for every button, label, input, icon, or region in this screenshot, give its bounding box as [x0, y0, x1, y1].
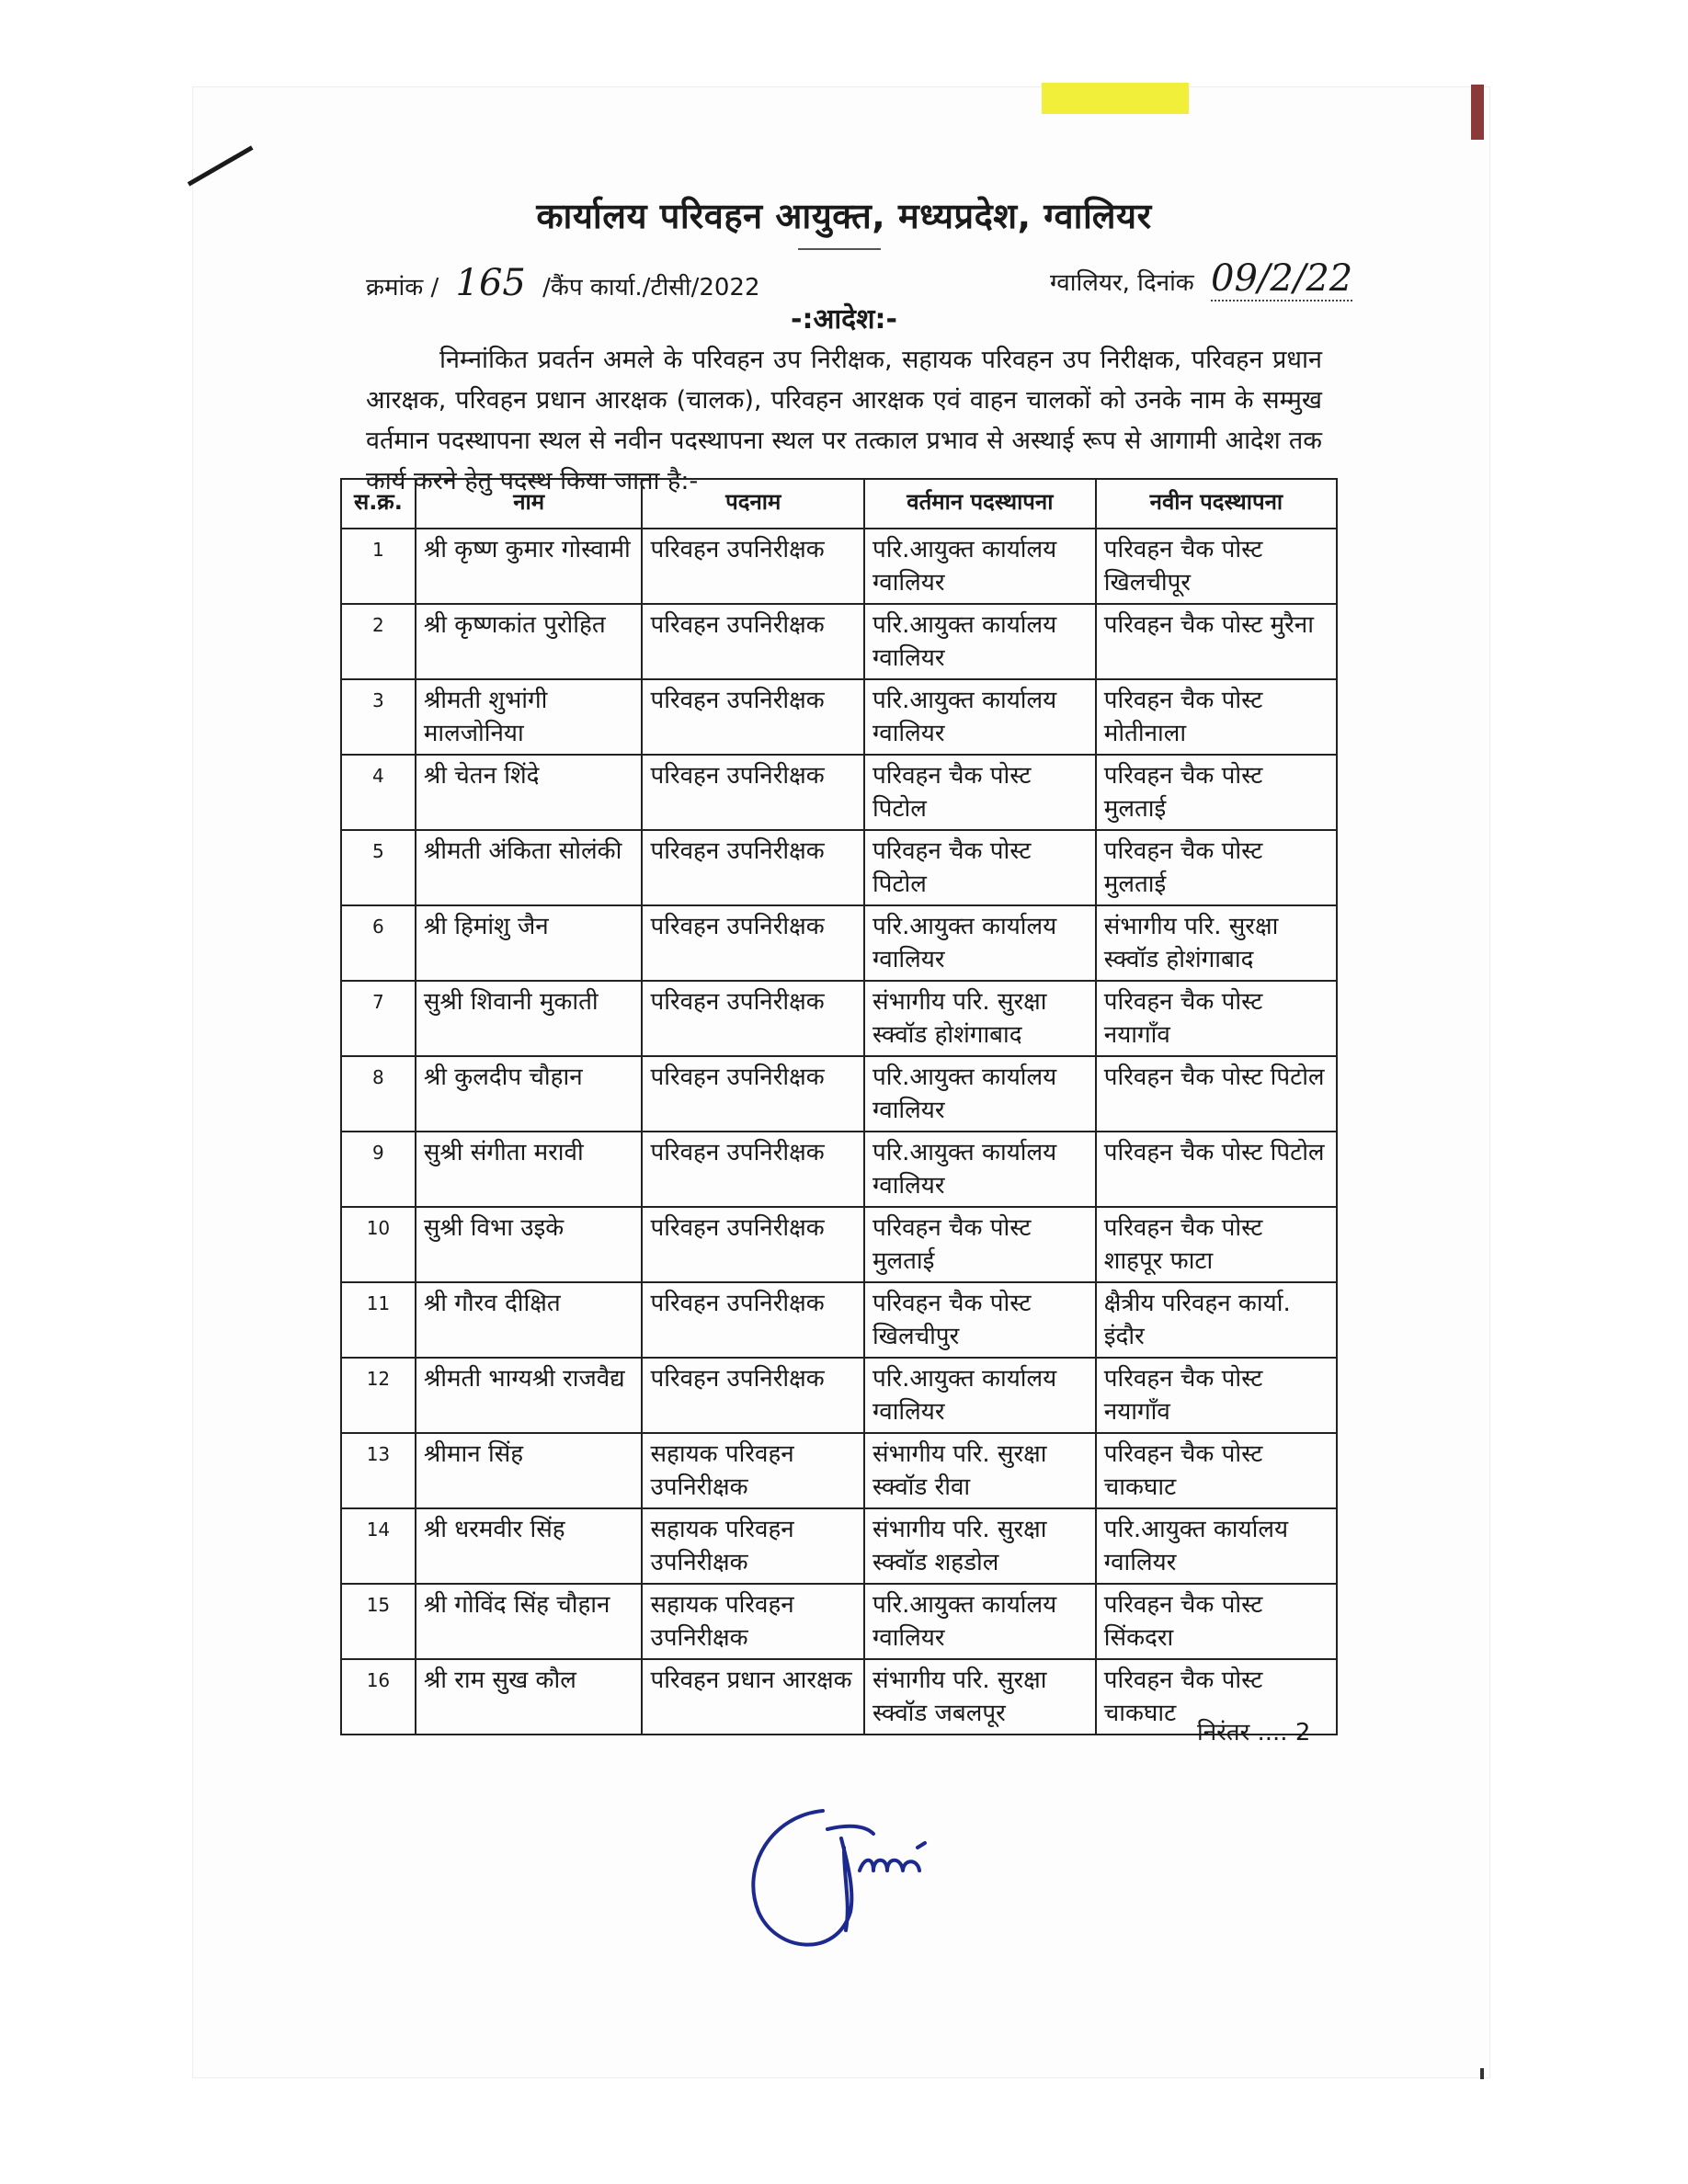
cell-new-posting: परिवहन चैक पोस्ट चाकघाट	[1096, 1433, 1337, 1508]
table-row	[341, 1584, 1337, 1659]
cell-name: श्री धरमवीर सिंह	[416, 1508, 643, 1584]
cell-name: श्री कृष्णकांत पुरोहित	[416, 604, 643, 679]
cell-serial: 2	[341, 604, 416, 679]
cell-name: सुश्री शिवानी मुकाती	[416, 981, 643, 1056]
cell-serial: 9	[341, 1132, 416, 1207]
ref-prefix: क्रमांक /	[366, 274, 439, 301]
cell-designation: परिवहन उपनिरीक्षक	[642, 830, 863, 905]
ref-number: 165	[455, 262, 526, 304]
header-sn: स.क्र.	[341, 479, 416, 529]
cell-serial: 15	[341, 1584, 416, 1659]
cell-designation: परिवहन उपनिरीक्षक	[642, 755, 863, 830]
cell-name: श्रीमती अंकिता सोलंकी	[416, 830, 643, 905]
table-row	[341, 1132, 1337, 1207]
cell-current-posting: परि.आयुक्त कार्यालय ग्वालियर	[864, 529, 1096, 604]
cell-designation: परिवहन उपनिरीक्षक	[642, 1282, 863, 1358]
cell-serial: 8	[341, 1056, 416, 1132]
paper-edge-dot	[1480, 2068, 1484, 2079]
table-row	[341, 1056, 1337, 1132]
cell-serial: 10	[341, 1207, 416, 1282]
table-row	[341, 830, 1337, 905]
ref-suffix: /कैंप कार्या./टीसी/2022	[542, 274, 760, 301]
cell-designation: परिवहन प्रधान आरक्षक	[642, 1659, 863, 1735]
cell-designation: परिवहन उपनिरीक्षक	[642, 981, 863, 1056]
signature-icon	[736, 1792, 947, 1967]
table-row	[341, 755, 1337, 830]
cell-new-posting: परिवहन चैक पोस्ट शाहपूर फाटा	[1096, 1207, 1337, 1282]
cell-name: श्री गोविंद सिंह चौहान	[416, 1584, 643, 1659]
cell-designation: परिवहन उपनिरीक्षक	[642, 679, 863, 755]
table-row	[341, 1282, 1337, 1358]
cell-new-posting: परिवहन चैक पोस्ट मुलताई	[1096, 830, 1337, 905]
cell-current-posting: परि.आयुक्त कार्यालय ग्वालियर	[864, 1358, 1096, 1433]
cell-current-posting: परिवहन चैक पोस्ट पिटोल	[864, 830, 1096, 905]
cell-new-posting: परिवहन चैक पोस्ट पिटोल	[1096, 1056, 1337, 1132]
cell-current-posting: परि.आयुक्त कार्यालय ग्वालियर	[864, 679, 1096, 755]
cell-serial: 1	[341, 529, 416, 604]
header-new-posting: नवीन पदस्थापना	[1096, 479, 1337, 529]
table-body	[341, 529, 1337, 1735]
cell-designation: परिवहन उपनिरीक्षक	[642, 905, 863, 981]
office-title: कार्यालय परिवहन आयुक्त, मध्यप्रदेश, ग्वालियर	[536, 196, 1152, 236]
table-row	[341, 1508, 1337, 1584]
cell-serial: 16	[341, 1659, 416, 1735]
cell-serial: 6	[341, 905, 416, 981]
header-current-posting: वर्तमान पदस्थापना	[864, 479, 1096, 529]
date-label: ग्वालियर, दिनांक	[1050, 269, 1194, 297]
cell-new-posting: संभागीय परि. सुरक्षा स्क्वॉड होशंगाबाद	[1096, 905, 1337, 981]
cell-name: श्री चेतन शिंदे	[416, 755, 643, 830]
cell-current-posting: परि.आयुक्त कार्यालय ग्वालियर	[864, 905, 1096, 981]
cell-serial: 13	[341, 1433, 416, 1508]
cell-current-posting: परि.आयुक्त कार्यालय ग्वालियर	[864, 604, 1096, 679]
cell-serial: 7	[341, 981, 416, 1056]
cell-current-posting: परि.आयुक्त कार्यालय ग्वालियर	[864, 1584, 1096, 1659]
table-header-row	[341, 479, 1337, 529]
cell-name: श्रीमती भाग्यश्री राजवैद्य	[416, 1358, 643, 1433]
cell-current-posting: परिवहन चैक पोस्ट खिलचीपुर	[864, 1282, 1096, 1358]
cell-name: श्री कुलदीप चौहान	[416, 1056, 643, 1132]
cell-new-posting: परिवहन चैक पोस्ट खिलचीपूर	[1096, 529, 1337, 604]
title-underline	[798, 248, 881, 250]
cell-serial: 14	[341, 1508, 416, 1584]
cell-serial: 5	[341, 830, 416, 905]
cell-serial: 11	[341, 1282, 416, 1358]
cell-new-posting: परिवहन चैक पोस्ट चाकघाट	[1096, 1659, 1337, 1735]
table-row	[341, 1207, 1337, 1282]
table-row	[341, 1358, 1337, 1433]
cell-designation: परिवहन उपनिरीक्षक	[642, 1207, 863, 1282]
cell-name: श्री राम सुख कौल	[416, 1659, 643, 1735]
cell-new-posting: परिवहन चैक पोस्ट पिटोल	[1096, 1132, 1337, 1207]
cell-new-posting: परिवहन चैक पोस्ट नयागाँव	[1096, 1358, 1337, 1433]
cell-current-posting: संभागीय परि. सुरक्षा स्क्वॉड रीवा	[864, 1433, 1096, 1508]
table-row	[341, 529, 1337, 604]
intro-paragraph: निम्नांकित प्रवर्तन अमले के परिवहन उप निरीक्षक, सहायक परिवहन उप निरीक्षक, परिवहन प्रधान आरक्षक, परिवहन प्रधान आरक्षक (चालक), परिवहन आरक्षक एवं वाहन चालकों को उनके नाम के सम्मुख वर्तमान पदस्थापना स्थल से नवीन पदस्थापना स्थल पर तत्काल प्रभाव से अस्थाई रूप से आगामी आदेश तक कार्य करने हेतु पदस्थ किया जाता है:-	[366, 346, 1322, 495]
cell-serial: 3	[341, 679, 416, 755]
date-value: 09/2/22	[1211, 257, 1353, 300]
cell-name: श्री कृष्ण कुमार गोस्वामी	[416, 529, 643, 604]
cell-designation: परिवहन उपनिरीक्षक	[642, 1056, 863, 1132]
cell-designation: सहायक परिवहन उपनिरीक्षक	[642, 1433, 863, 1508]
cell-name: सुश्री संगीता मरावी	[416, 1132, 643, 1207]
table-row	[341, 1659, 1337, 1735]
cell-current-posting: परि.आयुक्त कार्यालय ग्वालियर	[864, 1056, 1096, 1132]
cell-designation: परिवहन उपनिरीक्षक	[642, 604, 863, 679]
cell-current-posting: संभागीय परि. सुरक्षा स्क्वॉड होशंगाबाद	[864, 981, 1096, 1056]
table-row	[341, 679, 1337, 755]
table-row	[341, 1433, 1337, 1508]
table-row	[341, 905, 1337, 981]
cell-designation: सहायक परिवहन उपनिरीक्षक	[642, 1584, 863, 1659]
cell-name: श्री गौरव दीक्षित	[416, 1282, 643, 1358]
table-row	[341, 981, 1337, 1056]
cell-current-posting: संभागीय परि. सुरक्षा स्क्वॉड शहडोल	[864, 1508, 1096, 1584]
continued-note: निरंतर .... 2	[1197, 1719, 1311, 1746]
cell-designation: परिवहन उपनिरीक्षक	[642, 1358, 863, 1433]
transfer-table	[340, 478, 1338, 1735]
cell-new-posting: परिवहन चैक पोस्ट मोतीनाला	[1096, 679, 1337, 755]
date-line	[1050, 257, 1352, 300]
cell-current-posting: परिवहन चैक पोस्ट पिटोल	[864, 755, 1096, 830]
paper-edge-mark	[1471, 85, 1484, 140]
cell-designation: सहायक परिवहन उपनिरीक्षक	[642, 1508, 863, 1584]
header-designation: पदनाम	[642, 479, 863, 529]
cell-new-posting: परिवहन चैक पोस्ट नयागाँव	[1096, 981, 1337, 1056]
cell-name: श्रीमान सिंह	[416, 1433, 643, 1508]
cell-serial: 12	[341, 1358, 416, 1433]
header-name: नाम	[416, 479, 643, 529]
cell-new-posting: क्षैत्रीय परिवहन कार्या. इंदौर	[1096, 1282, 1337, 1358]
cell-new-posting: परिवहन चैक पोस्ट सिंकदरा	[1096, 1584, 1337, 1659]
table-row	[341, 604, 1337, 679]
cell-current-posting: परि.आयुक्त कार्यालय ग्वालियर	[864, 1132, 1096, 1207]
cell-name: श्रीमती शुभांगी मालजोनिया	[416, 679, 643, 755]
cell-name: श्री हिमांशु जैन	[416, 905, 643, 981]
cell-current-posting: संभागीय परि. सुरक्षा स्क्वॉड जबलपूर	[864, 1659, 1096, 1735]
cell-serial: 4	[341, 755, 416, 830]
cell-new-posting: परिवहन चैक पोस्ट मुरैना	[1096, 604, 1337, 679]
cell-new-posting: परि.आयुक्त कार्यालय ग्वालियर	[1096, 1508, 1337, 1584]
cell-designation: परिवहन उपनिरीक्षक	[642, 529, 863, 604]
highlighter-mark	[1042, 83, 1189, 114]
cell-new-posting: परिवहन चैक पोस्ट मुलताई	[1096, 755, 1337, 830]
cell-current-posting: परिवहन चैक पोस्ट मुलताई	[864, 1207, 1096, 1282]
cell-name: सुश्री विभा उइके	[416, 1207, 643, 1282]
order-heading: -:आदेश:-	[791, 303, 897, 336]
cell-designation: परिवहन उपनिरीक्षक	[642, 1132, 863, 1207]
